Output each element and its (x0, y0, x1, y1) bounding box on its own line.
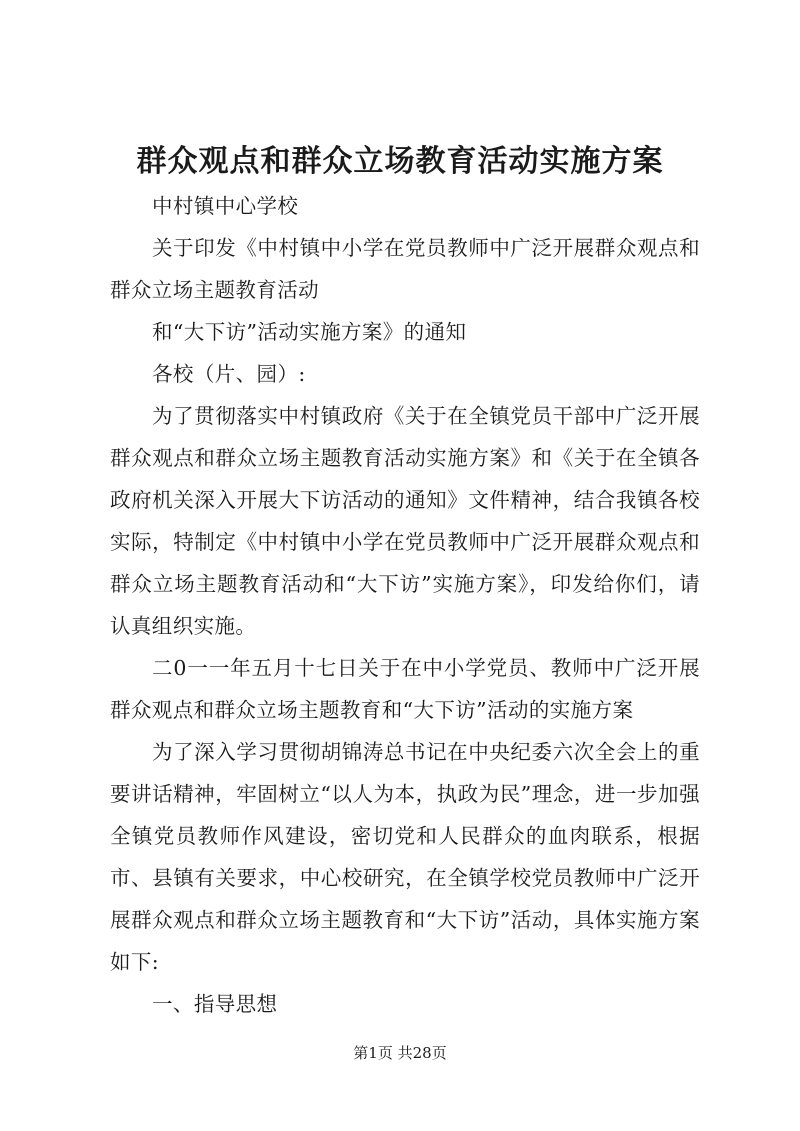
paragraph: 为了贯彻落实中村镇政府《关于在全镇党员干部中广泛开展群众观点和群众立场主题教育活动实施方案》和《关于在全镇各政府机关深入开展大下访活动的通知》文件精神，结合我镇各校实际，特制定《中村镇中小学在党员教师中广泛开展群众观点和群众立场主题教育活动和“大下访”实施方案》，印发给你们，请认真组织实施。 (110, 404, 700, 638)
paragraph: 和“大下访”活动实施方案》的通知 (152, 320, 467, 344)
paragraph: 关于印发《中村镇中小学在党员教师中广泛开展群众观点和群众立场主题教育活动 (110, 236, 700, 302)
paragraph: 一、指导思想 (152, 992, 278, 1016)
paragraph: 为了深入学习贯彻胡锦涛总书记在中央纪委六次全会上的重要讲话精神，牢固树立“以人为本，执政为民”理念，进一步加强全镇党员教师作风建设，密切党和人民群众的血肉联系，根据市、县镇有关要求，中心校研究，在全镇学校党员教师中广泛开展群众观点和群众立场主题教育和“大下访”活动，具体实施方案如下: (110, 740, 700, 974)
document-title: 群众观点和群众立场教育活动实施方案 (136, 144, 664, 179)
document-body (110, 185, 700, 1025)
paragraph: 中村镇中心学校 (152, 194, 299, 218)
paragraph: 各校（片、园）: (152, 362, 306, 386)
paragraph: 二0一一年五月十七日关于在中小学党员、教师中广泛开展群众观点和群众立场主题教育和“大下访”活动的实施方案 (110, 656, 700, 722)
page-number-footer: 第1页 共28页 (353, 1044, 447, 1062)
